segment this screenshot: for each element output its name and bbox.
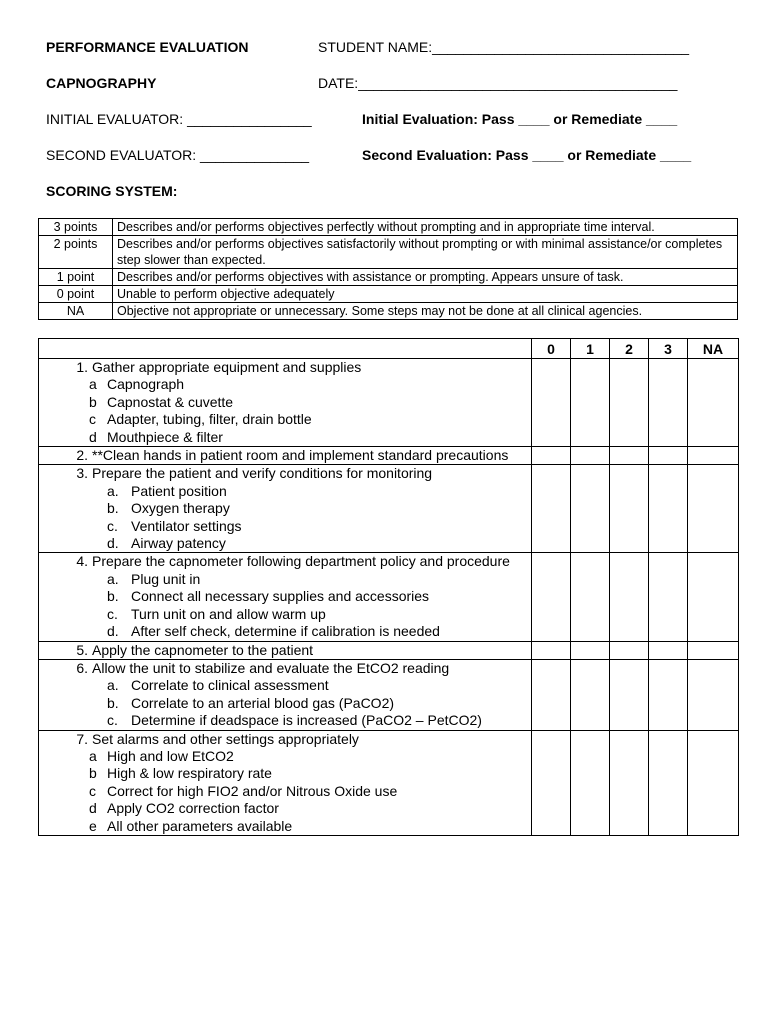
score-cell-1[interactable] — [571, 659, 610, 730]
score-cell-3[interactable] — [649, 730, 688, 835]
subtask-letter: b. — [107, 588, 119, 605]
scoring-points: 0 point — [39, 286, 113, 303]
subtask-item — [39, 677, 531, 694]
scoring-points: NA — [39, 303, 113, 320]
scoring-row — [39, 303, 738, 320]
subtask-letter: d — [89, 800, 97, 817]
subtask-item — [39, 748, 531, 765]
score-cell-0[interactable] — [532, 465, 571, 553]
task-row — [39, 359, 739, 447]
score-cell-1[interactable] — [571, 641, 610, 659]
subtask-text: High and low EtCO2 — [107, 747, 234, 764]
subtask-item — [39, 376, 531, 393]
subtask-letter: c — [89, 411, 96, 428]
scoring-points: 3 points — [39, 219, 113, 236]
subtask-item — [39, 765, 531, 782]
score-cell-1[interactable] — [571, 730, 610, 835]
task-row — [39, 447, 739, 465]
column-header-score: 2 — [610, 339, 649, 359]
score-cell-3[interactable] — [649, 359, 688, 447]
subtask-text: Oxygen therapy — [131, 500, 230, 517]
subtask-text: Ventilator settings — [131, 517, 242, 534]
subtask-text: High & low respiratory rate — [107, 765, 272, 782]
task-number: 5. — [76, 641, 88, 658]
subtask-text: Turn unit on and allow warm up — [131, 605, 326, 622]
subtask-text: Connect all necessary supplies and accessories — [131, 588, 430, 605]
column-header-score: NA — [688, 339, 739, 359]
subtask-item — [39, 483, 531, 500]
scoring-row — [39, 286, 738, 303]
scoring-description: Describes and/or performs objectives satisfactorily without prompting or with minimal assistance/or completes step slower than expected. — [113, 236, 738, 269]
subtask-item — [39, 818, 531, 835]
score-cell-2[interactable] — [610, 359, 649, 447]
column-header-score: 3 — [649, 339, 688, 359]
task-cell — [39, 359, 532, 447]
task-text: **Clean hands in patient room and implement standard precautions — [92, 447, 509, 464]
task-cell — [39, 447, 532, 465]
scoring-description: Describes and/or performs objectives with assistance or prompting. Appears unsure of task. — [113, 269, 738, 286]
subtask-item — [39, 800, 531, 817]
subtask-text: Capnostat & cuvette — [107, 393, 234, 410]
score-cell-0[interactable] — [532, 641, 571, 659]
score-cell-3[interactable] — [649, 641, 688, 659]
task-number: 3. — [76, 465, 88, 482]
subtask-text: Airway patency — [131, 535, 226, 552]
subtask-letter: c. — [107, 712, 118, 729]
subtask-item — [39, 695, 531, 712]
subtask-item — [39, 606, 531, 623]
task-row — [39, 641, 739, 659]
score-cell-na[interactable] — [688, 359, 739, 447]
score-cell-1[interactable] — [571, 359, 610, 447]
subtask-item — [39, 429, 531, 446]
task-text: Prepare the patient and verify conditions for monitoring — [92, 465, 433, 482]
task-number: 7. — [76, 730, 88, 747]
subtask-text: All other parameters available — [107, 817, 293, 834]
subtask-letter: d — [89, 428, 97, 445]
subtask-letter: a. — [107, 677, 119, 694]
scoring-description: Describes and/or performs objectives perfectly without prompting and in appropriate time interval. — [113, 219, 738, 236]
score-cell-2[interactable] — [610, 659, 649, 730]
task-number: 4. — [76, 553, 88, 570]
scoring-points: 1 point — [39, 269, 113, 286]
scoring-heading: SCORING SYSTEM: — [46, 183, 178, 199]
subtask-letter: a — [89, 747, 97, 764]
task-text: Gather appropriate equipment and supplies — [92, 359, 362, 375]
task-text: Allow the unit to stabilize and evaluate the EtCO2 reading — [92, 659, 450, 676]
task-cell — [39, 553, 532, 641]
task-row — [39, 730, 739, 835]
score-cell-2[interactable] — [610, 553, 649, 641]
subtask-text: Correlate to clinical assessment — [131, 677, 329, 694]
task-text: Set alarms and other settings appropriately — [92, 730, 359, 747]
subtask-letter: d. — [107, 623, 119, 640]
column-header-score: 1 — [571, 339, 610, 359]
column-header-task — [39, 339, 532, 359]
form-subtitle: CAPNOGRAPHY — [46, 75, 157, 91]
score-cell-0[interactable] — [532, 659, 571, 730]
score-cell-0[interactable] — [532, 359, 571, 447]
subtask-item — [39, 623, 531, 640]
task-number: 1. — [76, 359, 88, 375]
score-cell-3[interactable] — [649, 465, 688, 553]
score-cell-na[interactable] — [688, 641, 739, 659]
task-number: 2. — [76, 447, 88, 464]
student-name-field[interactable]: STUDENT NAME:_________________________________ — [318, 39, 690, 55]
score-cell-na[interactable] — [688, 730, 739, 835]
column-header-score: 0 — [532, 339, 571, 359]
date-field[interactable]: DATE:_________________________________________ — [318, 75, 678, 91]
task-text: Apply the capnometer to the patient — [92, 641, 314, 658]
subtask-item — [39, 500, 531, 517]
score-cell-3[interactable] — [649, 447, 688, 465]
subtask-item — [39, 712, 531, 729]
score-cell-na[interactable] — [688, 659, 739, 730]
score-cell-1[interactable] — [571, 447, 610, 465]
score-cell-0[interactable] — [532, 730, 571, 835]
subtask-item — [39, 571, 531, 588]
subtask-text: Plug unit in — [131, 570, 201, 587]
score-cell-na[interactable] — [688, 553, 739, 641]
subtask-text: Correlate to an arterial blood gas (PaCO2) — [131, 694, 395, 711]
task-text: Prepare the capnometer following department policy and procedure — [92, 553, 510, 570]
subtask-item — [39, 588, 531, 605]
scoring-row — [39, 219, 738, 236]
initial-evaluator-field[interactable]: INITIAL EVALUATOR: ________________ — [46, 111, 312, 127]
subtask-item — [39, 411, 531, 428]
subtask-letter: d. — [107, 535, 119, 552]
subtask-letter: c. — [107, 605, 118, 622]
subtask-letter: a. — [107, 482, 119, 499]
subtask-letter: b — [89, 765, 97, 782]
subtask-letter: c — [89, 782, 96, 799]
task-cell — [39, 641, 532, 659]
second-evaluator-field[interactable]: SECOND EVALUATOR: ______________ — [46, 147, 310, 163]
subtask-text: Apply CO2 correction factor — [107, 800, 279, 817]
initial-evaluation-field[interactable]: Initial Evaluation: Pass ____ or Remediate ____ — [362, 111, 678, 127]
subtask-letter: c. — [107, 517, 118, 534]
score-cell-3[interactable] — [649, 659, 688, 730]
scoring-row — [39, 269, 738, 286]
subtask-item — [39, 394, 531, 411]
score-cell-2[interactable] — [610, 641, 649, 659]
task-row — [39, 659, 739, 730]
task-row — [39, 465, 739, 553]
score-cell-2[interactable] — [610, 465, 649, 553]
subtask-text: After self check, determine if calibration is needed — [131, 623, 440, 640]
evaluation-table — [38, 338, 739, 836]
form-title: PERFORMANCE EVALUATION — [46, 39, 249, 55]
scoring-description: Objective not appropriate or unnecessary. Some steps may not be done at all clinical agencies. — [113, 303, 738, 320]
subtask-letter: a. — [107, 570, 119, 587]
subtask-letter: b. — [107, 500, 119, 517]
subtask-letter: e — [89, 817, 97, 834]
subtask-item — [39, 783, 531, 800]
subtask-letter: a — [89, 376, 97, 393]
scoring-description: Unable to perform objective adequately — [113, 286, 738, 303]
subtask-text: Adapter, tubing, filter, drain bottle — [107, 411, 312, 428]
second-evaluation-field[interactable]: Second Evaluation: Pass ____ or Remediate ____ — [362, 147, 692, 163]
task-cell — [39, 730, 532, 835]
score-cell-2[interactable] — [610, 730, 649, 835]
task-number: 6. — [76, 659, 88, 676]
scoring-points: 2 points — [39, 236, 113, 269]
task-cell — [39, 465, 532, 553]
subtask-text: Determine if deadspace is increased (PaCO2 – PetCO2) — [131, 712, 482, 729]
subtask-text: Mouthpiece & filter — [107, 428, 223, 445]
score-cell-3[interactable] — [649, 553, 688, 641]
subtask-item — [39, 535, 531, 552]
subtask-text: Capnograph — [107, 376, 185, 393]
subtask-text: Patient position — [131, 482, 227, 499]
score-cell-na[interactable] — [688, 447, 739, 465]
score-cell-0[interactable] — [532, 447, 571, 465]
score-cell-1[interactable] — [571, 465, 610, 553]
subtask-item — [39, 518, 531, 535]
subtask-text: Correct for high FIO2 and/or Nitrous Oxide use — [107, 782, 398, 799]
score-cell-na[interactable] — [688, 465, 739, 553]
score-cell-0[interactable] — [532, 553, 571, 641]
task-row — [39, 553, 739, 641]
scoring-table — [38, 218, 738, 320]
score-cell-2[interactable] — [610, 447, 649, 465]
subtask-letter: b. — [107, 694, 119, 711]
scoring-row — [39, 236, 738, 269]
score-cell-1[interactable] — [571, 553, 610, 641]
task-cell — [39, 659, 532, 730]
subtask-letter: b — [89, 393, 97, 410]
